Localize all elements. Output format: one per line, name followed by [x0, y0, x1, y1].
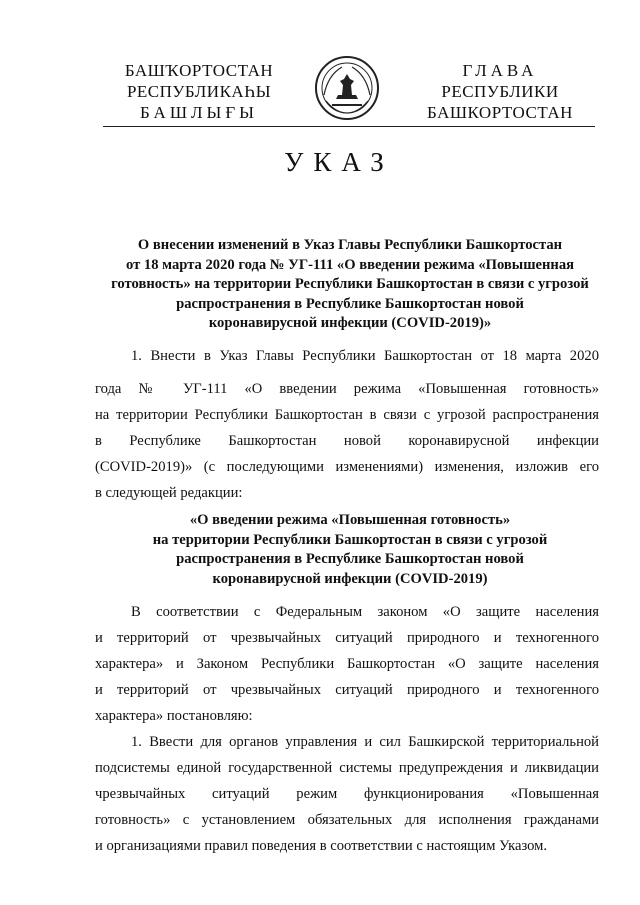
coat-of-arms-icon: [314, 55, 380, 121]
header-left-line-2: РЕСПУБЛИКАҺЫ: [126, 82, 272, 101]
header-right-line-2: РЕСПУБЛИКИ: [441, 82, 559, 101]
para2-line-1: В соответствии с Федеральным законом «О защите населения: [131, 604, 599, 620]
para3-line-4: готовность» с установлением обязательных для исполнения гражданами: [95, 812, 599, 828]
para1-line-1: 1. Внести в Указ Главы Республики Башкортостан от 18 марта 2020: [131, 348, 599, 364]
para1-line-3: на территории Республики Башкортостан в связи с угрозой распространения: [95, 407, 599, 423]
para2-line-5: характера» постановляю:: [95, 708, 253, 724]
para2-line-3: характера» и Законом Республики Башкортостан «О защите населения: [95, 656, 599, 672]
para3-line-2: подсистемы единой государственной системы предупреждения и ликвидации: [95, 760, 599, 776]
decree-heading-line-4: распространения в Республике Башкортостан новой: [176, 295, 524, 312]
decree-heading-line-5: коронавирусной инфекции (COVID-2019)»: [208, 315, 492, 331]
para1-line-5: (COVID-2019)» (с последующими изменениями) изменения, изложив его: [95, 459, 599, 475]
para1-line-2: года № УГ-111 «О введении режима «Повышенная готовность»: [95, 381, 599, 397]
quoted-heading-line-3: распространения в Республике Башкортостан новой: [176, 551, 524, 567]
document-title: УКАЗ: [284, 147, 394, 177]
header-divider: [103, 126, 595, 127]
para2-line-2: и территорий от чрезвычайных ситуаций природного и техногенного: [95, 630, 599, 646]
decree-heading: [105, 236, 595, 334]
quoted-heading-line-4: коронавирусной инфекции (COVID-2019): [212, 570, 488, 587]
decree-heading-line-3: готовность» на территории Республики Башкортостан в связи с угрозой: [111, 276, 589, 292]
para3-line-1: 1. Ввести для органов управления и сил Башкирской территориальной: [131, 734, 599, 750]
quoted-heading-line-2: на территории Республики Башкортостан в связи с угрозой: [152, 531, 548, 548]
quoted-heading-line-1: «О введении режима «Повышенная готовность»: [189, 512, 511, 528]
quoted-heading: [105, 511, 595, 589]
header-left-line-1: БАШҠОРТОСТАН: [124, 61, 274, 80]
para3-line-5: и организациями правил поведения в соответствии с настоящим Указом.: [95, 838, 548, 854]
header-left-line-3: БАШЛЫҒЫ: [140, 103, 258, 122]
decree-heading-line-2: от 18 марта 2020 года № УГ-111 «О введении режима «Повышенная: [125, 256, 575, 273]
header-right-line-3: БАШКОРТОСТАН: [427, 103, 573, 122]
header-left-block: [108, 60, 290, 123]
header-right-line-1: ГЛАВА: [462, 61, 538, 80]
decree-heading-line-1: О внесении изменений в Указ Главы Республики Башкортостан: [137, 237, 563, 253]
header-right-block: [415, 60, 585, 123]
para3-line-3: чрезвычайных ситуаций режим функционирования «Повышенная: [95, 786, 599, 802]
para2-line-4: и территорий от чрезвычайных ситуаций природного и техногенного: [95, 682, 599, 698]
para1-line-4: в Республике Башкортостан новой коронавирусной инфекции: [95, 433, 599, 449]
para1-line-6: в следующей редакции:: [95, 485, 243, 501]
